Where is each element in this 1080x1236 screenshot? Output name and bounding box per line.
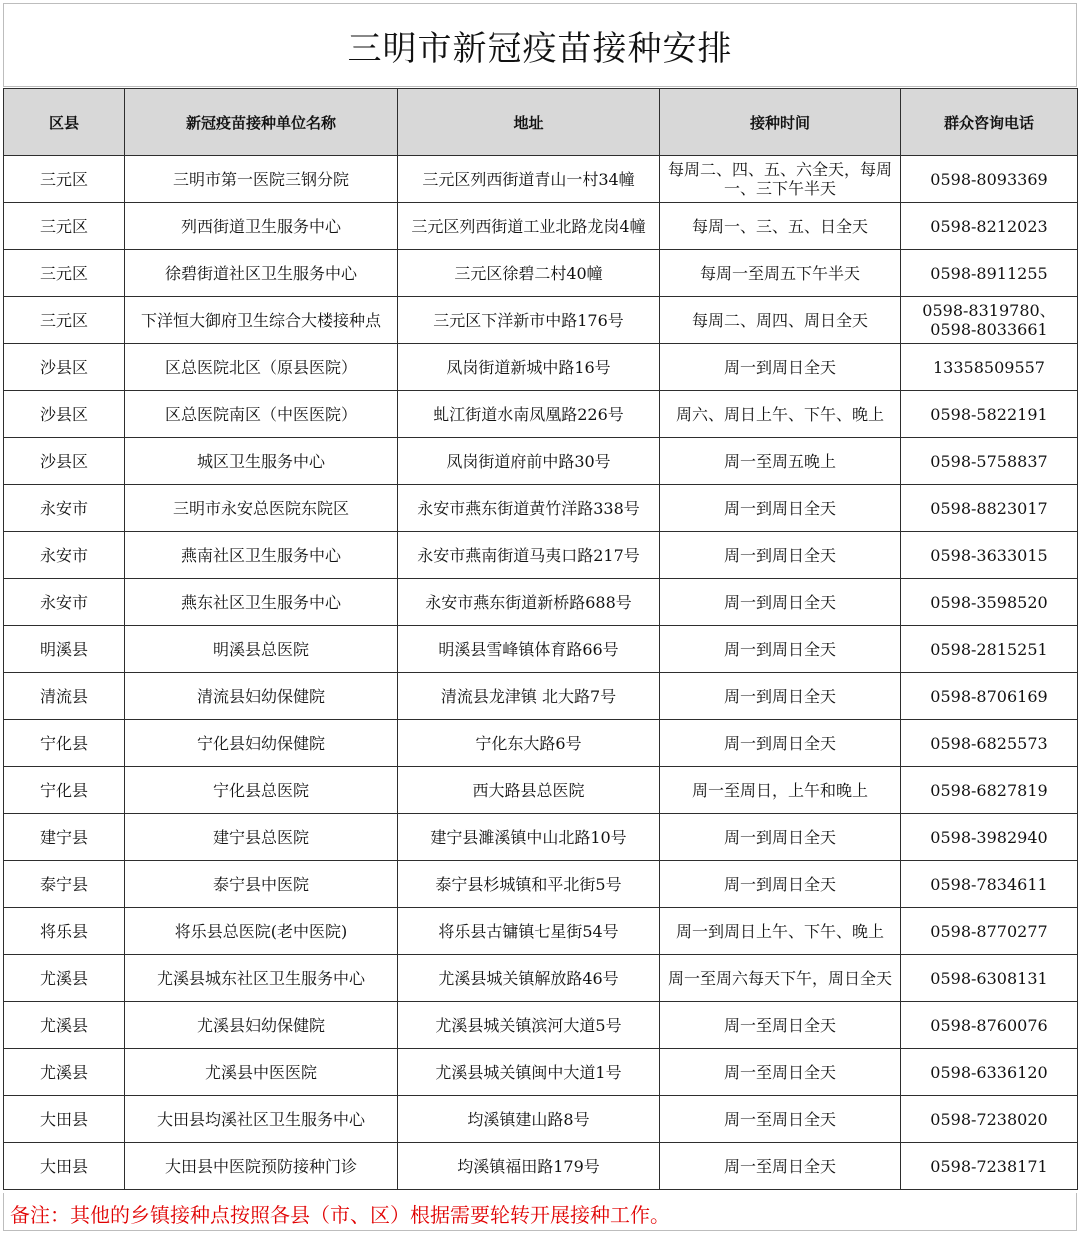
address-cell: 凤岗街道新城中路16号 [398, 344, 660, 391]
address-cell: 永安市燕东街道黄竹洋路338号 [398, 485, 660, 532]
unit-name-cell: 建宁县总医院 [125, 814, 398, 861]
address-cell: 永安市燕东街道新桥路688号 [398, 579, 660, 626]
address-cell: 永安市燕南街道马夷口路217号 [398, 532, 660, 579]
table-row [4, 579, 1078, 626]
phone-cell: 0598-6336120 [901, 1049, 1078, 1096]
table-row [4, 297, 1078, 344]
county-cell: 宁化县 [4, 767, 125, 814]
address-cell: 尤溪县城关镇解放路46号 [398, 955, 660, 1002]
county-cell: 三元区 [4, 203, 125, 250]
address-cell: 三元区下洋新市中路176号 [398, 297, 660, 344]
phone-cell: 0598-6308131 [901, 955, 1078, 1002]
table-row [4, 1096, 1078, 1143]
unit-name-cell: 将乐县总医院(老中医院) [125, 908, 398, 955]
header-county: 区县 [4, 89, 125, 156]
address-cell: 宁化东大路6号 [398, 720, 660, 767]
county-cell: 尤溪县 [4, 955, 125, 1002]
phone-cell: 0598-7238171 [901, 1143, 1078, 1190]
phone-cell: 0598-3982940 [901, 814, 1078, 861]
county-cell: 尤溪县 [4, 1002, 125, 1049]
unit-name-cell: 泰宁县中医院 [125, 861, 398, 908]
time-cell: 周一至周日，上午和晚上 [660, 767, 901, 814]
table-row [4, 250, 1078, 297]
time-cell: 周一至周日全天 [660, 1096, 901, 1143]
county-cell: 永安市 [4, 485, 125, 532]
unit-name-cell: 三明市第一医院三钢分院 [125, 156, 398, 203]
unit-name-cell: 宁化县总医院 [125, 767, 398, 814]
county-cell: 明溪县 [4, 626, 125, 673]
title-bar [3, 3, 1077, 87]
time-cell: 周一至周日全天 [660, 1049, 901, 1096]
county-cell: 大田县 [4, 1143, 125, 1190]
address-cell: 尤溪县城关镇滨河大道5号 [398, 1002, 660, 1049]
phone-cell: 0598-8911255 [901, 250, 1078, 297]
table-row [4, 156, 1078, 203]
table-row [4, 908, 1078, 955]
time-cell: 周一到周日全天 [660, 579, 901, 626]
time-cell: 周一到周日全天 [660, 485, 901, 532]
unit-name-cell: 大田县均溪社区卫生服务中心 [125, 1096, 398, 1143]
table-row [4, 1002, 1078, 1049]
address-cell: 三元区徐碧二村40幢 [398, 250, 660, 297]
unit-name-cell: 大田县中医院预防接种门诊 [125, 1143, 398, 1190]
phone-cell: 0598-8823017 [901, 485, 1078, 532]
footnote: 备注：其他的乡镇接种点按照各县（市、区）根据需要轮转开展接种工作。 [3, 1193, 1077, 1231]
phone-cell: 0598-6825573 [901, 720, 1078, 767]
unit-name-cell: 尤溪县中医医院 [125, 1049, 398, 1096]
phone-cell: 0598-8093369 [901, 156, 1078, 203]
time-cell: 周一至周日全天 [660, 1002, 901, 1049]
county-cell: 将乐县 [4, 908, 125, 955]
table-row [4, 438, 1078, 485]
unit-name-cell: 尤溪县城东社区卫生服务中心 [125, 955, 398, 1002]
table-row [4, 861, 1078, 908]
unit-name-cell: 区总医院北区（原县医院） [125, 344, 398, 391]
time-cell: 每周一至周五下午半天 [660, 250, 901, 297]
table-row [4, 1049, 1078, 1096]
phone-cell: 0598-8706169 [901, 673, 1078, 720]
table-row [4, 767, 1078, 814]
table-row [4, 532, 1078, 579]
address-cell: 均溪镇建山路8号 [398, 1096, 660, 1143]
time-cell: 每周二、四、五、六全天，每周一、三下午半天 [660, 156, 901, 203]
unit-name-cell: 尤溪县妇幼保健院 [125, 1002, 398, 1049]
phone-cell: 0598-7238020 [901, 1096, 1078, 1143]
address-cell: 将乐县古镛镇七星街54号 [398, 908, 660, 955]
vaccination-table [3, 88, 1078, 1190]
address-cell: 西大路县总医院 [398, 767, 660, 814]
address-cell: 三元区列西街道工业北路龙岗4幢 [398, 203, 660, 250]
table-row [4, 203, 1078, 250]
address-cell: 泰宁县杉城镇和平北街5号 [398, 861, 660, 908]
time-cell: 周一到周日全天 [660, 626, 901, 673]
unit-name-cell: 燕东社区卫生服务中心 [125, 579, 398, 626]
phone-cell: 0598-8319780、0598-8033661 [901, 297, 1078, 344]
phone-cell: 0598-8770277 [901, 908, 1078, 955]
table-row [4, 485, 1078, 532]
time-cell: 周一到周日全天 [660, 720, 901, 767]
unit-name-cell: 徐碧街道社区卫生服务中心 [125, 250, 398, 297]
unit-name-cell: 明溪县总医院 [125, 626, 398, 673]
county-cell: 沙县区 [4, 438, 125, 485]
time-cell: 周一到周日全天 [660, 861, 901, 908]
unit-name-cell: 下洋恒大御府卫生综合大楼接种点 [125, 297, 398, 344]
table-row [4, 626, 1078, 673]
table-row [4, 720, 1078, 767]
table-row [4, 344, 1078, 391]
county-cell: 清流县 [4, 673, 125, 720]
county-cell: 三元区 [4, 297, 125, 344]
phone-cell: 0598-3633015 [901, 532, 1078, 579]
address-cell: 建宁县濉溪镇中山北路10号 [398, 814, 660, 861]
table-body [4, 156, 1078, 1190]
phone-cell: 0598-6827819 [901, 767, 1078, 814]
county-cell: 尤溪县 [4, 1049, 125, 1096]
address-cell: 尤溪县城关镇闽中大道1号 [398, 1049, 660, 1096]
address-cell: 清流县龙津镇 北大路7号 [398, 673, 660, 720]
unit-name-cell: 区总医院南区（中医医院） [125, 391, 398, 438]
time-cell: 周一到周日上午、下午、晚上 [660, 908, 901, 955]
county-cell: 沙县区 [4, 344, 125, 391]
county-cell: 三元区 [4, 156, 125, 203]
county-cell: 沙县区 [4, 391, 125, 438]
unit-name-cell: 清流县妇幼保健院 [125, 673, 398, 720]
unit-name-cell: 燕南社区卫生服务中心 [125, 532, 398, 579]
county-cell: 三元区 [4, 250, 125, 297]
phone-cell: 0598-5822191 [901, 391, 1078, 438]
address-cell: 凤岗街道府前中路30号 [398, 438, 660, 485]
county-cell: 建宁县 [4, 814, 125, 861]
header-phone: 群众咨询电话 [901, 89, 1078, 156]
time-cell: 周六、周日上午、下午、晚上 [660, 391, 901, 438]
table-row [4, 814, 1078, 861]
address-cell: 明溪县雪峰镇体育路66号 [398, 626, 660, 673]
time-cell: 周一到周日全天 [660, 344, 901, 391]
table-row [4, 955, 1078, 1002]
time-cell: 周一到周日全天 [660, 673, 901, 720]
county-cell: 永安市 [4, 579, 125, 626]
phone-cell: 0598-5758837 [901, 438, 1078, 485]
unit-name-cell: 城区卫生服务中心 [125, 438, 398, 485]
header-time: 接种时间 [660, 89, 901, 156]
table-row [4, 673, 1078, 720]
phone-cell: 0598-3598520 [901, 579, 1078, 626]
unit-name-cell: 列西街道卫生服务中心 [125, 203, 398, 250]
table-header-row [4, 89, 1078, 156]
time-cell: 周一至周五晚上 [660, 438, 901, 485]
page-title: 三明市新冠疫苗接种安排 [347, 28, 733, 69]
address-cell: 三元区列西街道青山一村34幢 [398, 156, 660, 203]
time-cell: 每周二、周四、周日全天 [660, 297, 901, 344]
phone-cell: 0598-7834611 [901, 861, 1078, 908]
time-cell: 周一至周六每天下午，周日全天 [660, 955, 901, 1002]
phone-cell: 0598-2815251 [901, 626, 1078, 673]
county-cell: 永安市 [4, 532, 125, 579]
phone-cell: 13358509557 [901, 344, 1078, 391]
time-cell: 每周一、三、五、日全天 [660, 203, 901, 250]
time-cell: 周一至周日全天 [660, 1143, 901, 1190]
table-row [4, 391, 1078, 438]
address-cell: 均溪镇福田路179号 [398, 1143, 660, 1190]
header-unit-name: 新冠疫苗接种单位名称 [125, 89, 398, 156]
phone-cell: 0598-8212023 [901, 203, 1078, 250]
header-address: 地址 [398, 89, 660, 156]
county-cell: 宁化县 [4, 720, 125, 767]
time-cell: 周一到周日全天 [660, 814, 901, 861]
county-cell: 大田县 [4, 1096, 125, 1143]
table-row [4, 1143, 1078, 1190]
address-cell: 虬江街道水南凤凰路226号 [398, 391, 660, 438]
unit-name-cell: 宁化县妇幼保健院 [125, 720, 398, 767]
time-cell: 周一到周日全天 [660, 532, 901, 579]
phone-cell: 0598-8760076 [901, 1002, 1078, 1049]
county-cell: 泰宁县 [4, 861, 125, 908]
unit-name-cell: 三明市永安总医院东院区 [125, 485, 398, 532]
